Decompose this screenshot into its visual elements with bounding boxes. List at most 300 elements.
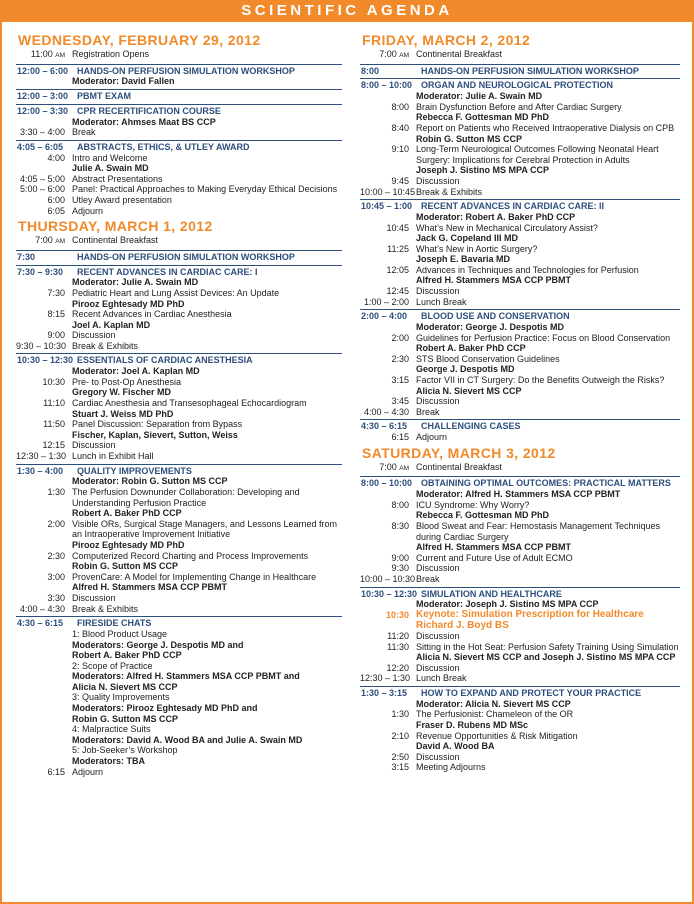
session-header bbox=[360, 587, 680, 600]
speaker-row bbox=[360, 510, 680, 521]
time-label: 8:00 bbox=[391, 101, 409, 112]
time-label: 9:45 bbox=[391, 175, 409, 186]
agenda-row bbox=[360, 752, 680, 763]
time-label bbox=[360, 542, 416, 553]
agenda-text: Lunch in Exhibit Hall bbox=[72, 451, 154, 462]
speaker-row bbox=[360, 489, 680, 500]
agenda-text: Registration Opens bbox=[72, 49, 150, 59]
time-label: 12:05 bbox=[386, 264, 409, 275]
agenda-row bbox=[16, 174, 342, 185]
agenda-text: Discussion bbox=[72, 592, 116, 603]
agenda-text: Report on Patients who Received Intraoperative Dialysis on CPB bbox=[416, 122, 675, 133]
time-label: 3:00 bbox=[47, 571, 65, 582]
keynote-row bbox=[360, 610, 680, 621]
session-header bbox=[360, 78, 680, 91]
time-label: 2:30 bbox=[391, 353, 409, 364]
speaker-row bbox=[360, 364, 680, 375]
time-label bbox=[360, 155, 416, 166]
agenda-row bbox=[16, 184, 342, 195]
agenda-text: Rebecca F. Gottesman MD PhD bbox=[416, 112, 550, 123]
time-label bbox=[360, 364, 416, 375]
agenda-text: Break bbox=[416, 573, 440, 584]
agenda-row bbox=[360, 709, 680, 720]
agenda-text: PBMT EXAM bbox=[77, 90, 131, 101]
agenda-text: Moderators: Alfred H. Stammers MSA CCP PBMT and bbox=[72, 671, 300, 682]
agenda-row bbox=[16, 309, 342, 320]
agenda-row bbox=[360, 102, 680, 113]
time-label: 11:10 bbox=[43, 398, 65, 409]
agenda-row bbox=[360, 187, 680, 198]
agenda-text: 4: Malpractice Suits bbox=[72, 724, 151, 735]
agenda-text: Discussion bbox=[72, 330, 116, 341]
agenda-text: CPR RECERTIFICATION COURSE bbox=[77, 105, 221, 116]
agenda-text: Discussion bbox=[416, 751, 460, 762]
agenda-text: Lunch Break bbox=[416, 296, 467, 307]
day-heading: FRIDAY, MARCH 2, 2012 bbox=[362, 32, 531, 48]
agenda-text: Brain Dysfunction Before and After Cardiac Surgery bbox=[416, 101, 622, 112]
agenda-text: Alfred H. Stammers MSA CCP PBMT bbox=[416, 542, 572, 553]
agenda-text: HANDS-ON PERFUSION SIMULATION WORKSHOP bbox=[77, 251, 295, 262]
agenda-text: Alicia N. Sievert MS CCP bbox=[72, 681, 178, 692]
agenda-text: George J. Despotis MD bbox=[416, 364, 515, 375]
time-label: 6:15 bbox=[391, 432, 409, 443]
session-header bbox=[360, 419, 680, 432]
time-label bbox=[16, 430, 72, 441]
time-label bbox=[16, 76, 72, 87]
agenda-text: Robert A. Baker PhD CCP bbox=[416, 343, 526, 354]
agenda-row bbox=[360, 500, 680, 511]
time-label: 10:30 bbox=[42, 376, 65, 387]
agenda-text: an Intraoperative Improvement Initiative bbox=[72, 529, 231, 540]
speaker-row bbox=[16, 277, 342, 288]
time-label: 2:00 bbox=[47, 518, 65, 529]
agenda-text: Discussion bbox=[416, 631, 460, 642]
time-label: 8:15 bbox=[47, 309, 65, 320]
agenda-text: 3: Quality Improvements bbox=[72, 692, 170, 703]
agenda-row bbox=[360, 521, 680, 532]
speaker-row bbox=[16, 163, 342, 174]
speaker-row bbox=[16, 508, 342, 519]
speaker-row bbox=[360, 386, 680, 397]
agenda-text: Alicia N. Sievert MS CCP bbox=[416, 385, 522, 396]
speaker-row bbox=[16, 703, 342, 714]
agenda-text: Alfred H. Stammers MSA CCP PBMT bbox=[72, 582, 228, 593]
time-label: 3:30 bbox=[47, 592, 65, 603]
speaker-row bbox=[16, 540, 342, 551]
time-label bbox=[16, 277, 72, 288]
time-label bbox=[16, 724, 72, 735]
time-label: 1:30 bbox=[47, 487, 65, 497]
time-label bbox=[360, 621, 416, 632]
time-label: 4:05 – 5:00 bbox=[19, 173, 65, 184]
session-header bbox=[16, 464, 342, 477]
speaker-row bbox=[360, 165, 680, 176]
agenda-text: Moderator: Julie A. Swain MD bbox=[72, 277, 199, 288]
agenda-row bbox=[16, 419, 342, 430]
agenda-row bbox=[16, 49, 342, 62]
agenda-text: Discussion bbox=[416, 662, 460, 673]
time-label: 2:50 bbox=[391, 751, 409, 762]
time-label: 8:00 – 10:00 bbox=[361, 80, 413, 91]
time-label: 10:30 bbox=[385, 609, 409, 620]
agenda-text: ORGAN AND NEUROLOGICAL PROTECTION bbox=[421, 80, 614, 91]
agenda-row bbox=[16, 519, 342, 530]
agenda-text: The Perfusion Downunder Collaboration: Developing and bbox=[72, 487, 300, 497]
agenda-text: Fraser D. Rubens MD MSc bbox=[416, 720, 529, 731]
time-label bbox=[16, 629, 72, 640]
agenda-text: 1: Blood Product Usage bbox=[72, 628, 168, 639]
time-label bbox=[16, 366, 72, 377]
time-label: 1:30 bbox=[391, 709, 409, 720]
agenda-row bbox=[360, 375, 680, 386]
agenda-text: Gregory W. Fischer MD bbox=[72, 387, 172, 398]
speaker-row bbox=[360, 699, 680, 710]
agenda-text: Discussion bbox=[416, 286, 460, 297]
speaker-row bbox=[360, 112, 680, 123]
time-label bbox=[16, 498, 72, 509]
time-label bbox=[16, 671, 72, 682]
time-label: 11:50 bbox=[43, 419, 65, 430]
agenda-text: Continental Breakfast bbox=[416, 49, 503, 59]
agenda-text: RECENT ADVANCES IN CARDIAC CARE: I bbox=[77, 266, 258, 277]
speaker-row bbox=[16, 561, 342, 572]
agenda-text: Discussion bbox=[72, 440, 116, 451]
time-label: 9:30 – 10:30 bbox=[16, 340, 67, 351]
agenda-row bbox=[360, 407, 680, 418]
time-label bbox=[16, 117, 72, 128]
agenda-text: Panel: Practical Approaches to Making Everyday Ethical Decisions bbox=[72, 184, 338, 195]
agenda-text: 2: Scope of Practice bbox=[72, 660, 153, 671]
agenda-text: OBTAINING OPTIMAL OUTCOMES: PRACTICAL MATTERS bbox=[421, 478, 671, 489]
agenda-row bbox=[16, 127, 342, 138]
time-label: 3:30 – 4:00 bbox=[19, 127, 65, 138]
speaker-row bbox=[16, 756, 342, 767]
time-label: 3:15 bbox=[391, 375, 409, 386]
agenda-text: Robert A. Baker PhD CCP bbox=[72, 650, 182, 661]
time-label: 11:20 bbox=[387, 631, 409, 642]
agenda-row bbox=[360, 297, 680, 308]
time-label: 4:00 – 4:30 bbox=[363, 406, 409, 417]
agenda-row bbox=[16, 153, 342, 164]
agenda-row bbox=[360, 265, 680, 276]
agenda-row bbox=[16, 572, 342, 583]
time-label: 9:10 bbox=[391, 144, 409, 155]
agenda-row bbox=[16, 604, 342, 615]
time-label: 4:00 – 4:30 bbox=[19, 603, 65, 614]
agenda-text: RECENT ADVANCES IN CARDIAC CARE: II bbox=[421, 201, 605, 212]
speaker-row bbox=[16, 387, 342, 398]
session-header bbox=[16, 64, 342, 77]
time-label bbox=[16, 508, 72, 519]
time-label bbox=[360, 510, 416, 521]
speaker-row bbox=[360, 134, 680, 145]
time-label bbox=[16, 714, 72, 725]
session-header bbox=[16, 250, 342, 263]
session-header bbox=[16, 616, 342, 629]
agenda-text: HANDS-ON PERFUSION SIMULATION WORKSHOP bbox=[421, 65, 639, 76]
time-label bbox=[16, 745, 72, 756]
time-label: 6:00 bbox=[47, 194, 65, 205]
time-label: 10:00 – 10:30 bbox=[360, 573, 416, 584]
agenda-text: Joseph J. Sistino MS MPA CCP bbox=[416, 165, 550, 176]
day-heading: THURSDAY, MARCH 1, 2012 bbox=[18, 218, 213, 235]
time-label: 7:00 AM bbox=[379, 461, 409, 472]
agenda-text: Discussion bbox=[416, 175, 460, 186]
agenda-text: Pre- to Post-Op Anesthesia bbox=[72, 376, 182, 387]
time-label bbox=[360, 322, 416, 333]
time-label: 12:20 bbox=[386, 662, 409, 673]
time-label: 9:00 bbox=[47, 330, 65, 341]
agenda-row bbox=[16, 377, 342, 388]
agenda-row bbox=[360, 673, 680, 684]
time-label: 6:15 bbox=[47, 766, 65, 777]
time-label: 2:00 bbox=[391, 332, 409, 343]
time-label: 4:00 bbox=[47, 152, 65, 163]
agenda-text: What’s New in Aortic Surgery? bbox=[416, 243, 538, 254]
speaker-row bbox=[16, 582, 342, 593]
agenda-row bbox=[16, 451, 342, 462]
time-label bbox=[16, 582, 72, 593]
time-label: 10:30 – 12:30 bbox=[361, 588, 418, 599]
agenda-row bbox=[16, 629, 342, 640]
speaker-row bbox=[16, 117, 342, 128]
agenda-text: Understanding Perfusion Practice bbox=[72, 497, 207, 508]
agenda-text: Discussion bbox=[416, 563, 460, 574]
time-label bbox=[16, 540, 72, 551]
agenda-row bbox=[16, 398, 342, 409]
time-label bbox=[360, 212, 416, 223]
agenda-text: Adjourn bbox=[72, 205, 104, 216]
agenda-row bbox=[16, 440, 342, 451]
agenda-row bbox=[360, 144, 680, 155]
agenda-text: Panel Discussion: Separation from Bypass bbox=[72, 419, 243, 430]
agenda-row bbox=[16, 487, 342, 498]
agenda-text: BLOOD USE AND CONSERVATION bbox=[421, 311, 570, 322]
session-header bbox=[16, 104, 342, 117]
agenda-text: Keynote: Simulation Prescription for Healthcare bbox=[416, 608, 644, 620]
agenda-text: Fischer, Kaplan, Sievert, Sutton, Weiss bbox=[72, 429, 238, 440]
agenda-row bbox=[16, 330, 342, 341]
right-column bbox=[360, 30, 680, 773]
agenda-text: Pirooz Eghtesady MD PhD bbox=[72, 539, 185, 550]
time-label bbox=[360, 741, 416, 752]
time-label bbox=[16, 650, 72, 661]
agenda-row bbox=[360, 432, 680, 443]
agenda-row bbox=[360, 155, 680, 166]
agenda-row bbox=[16, 551, 342, 562]
speaker-row bbox=[360, 91, 680, 102]
time-label bbox=[16, 163, 72, 174]
time-label: 11:00 AM bbox=[30, 49, 65, 59]
agenda-text: Visible ORs, Surgical Stage Managers, and Lessons Learned from bbox=[72, 518, 337, 529]
agenda-text: Moderator: Robert A. Baker PhD CCP bbox=[416, 211, 576, 222]
agenda-row bbox=[16, 692, 342, 703]
time-label: 7:30 bbox=[47, 287, 65, 298]
agenda-row bbox=[16, 745, 342, 756]
agenda-text: Break & Exhibits bbox=[416, 186, 483, 197]
speaker-row bbox=[16, 650, 342, 661]
time-label: 9:00 bbox=[391, 552, 409, 563]
time-label: 6:05 bbox=[47, 205, 65, 216]
agenda-text: Adjourn bbox=[416, 432, 448, 443]
agenda-text: Moderator: Joseph J. Sistino MS MPA CCP bbox=[416, 599, 599, 610]
keynote-row bbox=[360, 621, 680, 632]
agenda-row bbox=[360, 642, 680, 653]
agenda-row bbox=[16, 593, 342, 604]
agenda-text: Alicia N. Sievert MS CCP and Joseph J. Sistino MS MPA CCP bbox=[416, 652, 676, 663]
agenda-text: Julie A. Swain MD bbox=[72, 163, 149, 174]
agenda-text: HANDS-ON PERFUSION SIMULATION WORKSHOP bbox=[77, 65, 295, 76]
time-label bbox=[360, 165, 416, 176]
agenda-row bbox=[16, 529, 342, 540]
time-label: 1:30 – 4:00 bbox=[17, 465, 64, 476]
speaker-row bbox=[16, 682, 342, 693]
agenda-text: Utley Award presentation bbox=[72, 194, 172, 205]
agenda-text: Guidelines for Perfusion Practice: Focus on Blood Conservation bbox=[416, 332, 671, 343]
agenda-text: Revenue Opportunities & Risk Mitigation bbox=[416, 730, 578, 741]
agenda-text: STS Blood Conservation Guidelines bbox=[416, 353, 560, 364]
agenda-row bbox=[360, 223, 680, 234]
agenda-text: Surgery: Implications for Cerebral Protection in Adults bbox=[416, 154, 630, 165]
ampm-label: AM bbox=[399, 52, 409, 59]
agenda-text: Advances in Techniques and Technologies for Perfusion bbox=[416, 264, 639, 275]
agenda-row bbox=[16, 661, 342, 672]
speaker-row bbox=[360, 652, 680, 663]
time-label: 12:45 bbox=[386, 286, 409, 297]
time-label bbox=[16, 409, 72, 420]
time-label: 4:30 – 6:15 bbox=[17, 618, 64, 629]
agenda-row bbox=[16, 195, 342, 206]
speaker-row bbox=[16, 409, 342, 420]
agenda-text: Moderator: David Fallen bbox=[72, 76, 175, 87]
agenda-text: Moderator: Alicia N. Sievert MS CCP bbox=[416, 698, 571, 709]
agenda-row bbox=[360, 762, 680, 773]
time-label bbox=[16, 756, 72, 767]
agenda-text: Sitting in the Hot Seat: Perfusion Safety Training Using Simulation bbox=[416, 641, 679, 652]
agenda-text: Robin G. Sutton MS CCP bbox=[72, 561, 178, 572]
agenda-text: Moderator: Joel A. Kaplan MD bbox=[72, 366, 200, 377]
time-label bbox=[16, 476, 72, 487]
agenda-row bbox=[16, 767, 342, 778]
session-header bbox=[360, 476, 680, 489]
speaker-row bbox=[360, 741, 680, 752]
agenda-text: Robin G. Sutton MS CCP bbox=[416, 133, 522, 144]
agenda-row bbox=[360, 553, 680, 564]
time-label: 9:30 bbox=[391, 563, 409, 574]
agenda-row bbox=[360, 354, 680, 365]
time-label: 12:30 – 1:30 bbox=[360, 673, 411, 684]
agenda-text: Recent Advances in Cardiac Anesthesia bbox=[72, 309, 232, 320]
agenda-row bbox=[16, 341, 342, 352]
time-label: 3:15 bbox=[391, 762, 409, 773]
speaker-row bbox=[360, 254, 680, 265]
agenda-text: Blood Sweat and Fear: Hemostasis Management Techniques bbox=[416, 520, 660, 531]
agenda-row bbox=[360, 631, 680, 642]
agenda-row bbox=[360, 49, 680, 62]
agenda-row bbox=[360, 731, 680, 742]
agenda-row bbox=[16, 498, 342, 509]
time-label: 12:00 – 3:30 bbox=[17, 105, 69, 116]
time-label bbox=[16, 640, 72, 651]
agenda-row bbox=[360, 176, 680, 187]
agenda-text: What’s New in Mechanical Circulatory Assist? bbox=[416, 222, 598, 233]
agenda-text: Jack G. Copeland III MD bbox=[416, 233, 519, 244]
time-label: 8:40 bbox=[391, 122, 409, 133]
agenda-text: Moderators: TBA bbox=[72, 756, 146, 767]
agenda-text: SIMULATION AND HEALTHCARE bbox=[421, 588, 562, 599]
agenda-text: Factor VII in CT Surgery: Do the Benefits Outweigh the Risks? bbox=[416, 375, 665, 386]
agenda-text: Moderators: George J. Despotis MD and bbox=[72, 639, 244, 650]
agenda-text: Lunch Break bbox=[416, 673, 467, 684]
time-label bbox=[16, 692, 72, 703]
session-header bbox=[360, 199, 680, 212]
agenda-text: Moderator: Robin G. Sutton MS CCP bbox=[72, 476, 228, 487]
time-label: 7:30 – 9:30 bbox=[17, 266, 64, 277]
agenda-text: ICU Syndrome: Why Worry? bbox=[416, 499, 530, 510]
time-label bbox=[16, 682, 72, 693]
time-label bbox=[360, 489, 416, 500]
agenda-text: Break & Exhibits bbox=[72, 340, 139, 351]
agenda-text: The Perfusionist: Chameleon of the OR bbox=[416, 709, 574, 720]
time-label: 8:00 bbox=[391, 499, 409, 510]
agenda-text: Continental Breakfast bbox=[416, 461, 503, 472]
speaker-row bbox=[16, 640, 342, 651]
session-header bbox=[16, 140, 342, 153]
agenda-row bbox=[16, 235, 342, 248]
agenda-text: Moderator: Ahmses Maat BS CCP bbox=[72, 116, 216, 127]
time-label bbox=[360, 720, 416, 731]
time-label bbox=[16, 561, 72, 572]
time-label bbox=[16, 299, 72, 310]
agenda-text: Robin G. Sutton MS CCP bbox=[72, 713, 178, 724]
agenda-text: Abstract Presentations bbox=[72, 173, 163, 184]
agenda-row bbox=[360, 123, 680, 134]
agenda-text: Current and Future Use of Adult ECMO bbox=[416, 552, 573, 563]
time-label bbox=[360, 652, 416, 663]
time-label bbox=[360, 91, 416, 102]
time-label bbox=[16, 661, 72, 672]
time-label bbox=[360, 112, 416, 123]
agenda-text: Pediatric Heart and Lung Assist Devices: An Update bbox=[72, 287, 280, 298]
agenda-row bbox=[360, 563, 680, 574]
time-label: 1:00 – 2:00 bbox=[363, 296, 409, 307]
agenda-text: David A. Wood BA bbox=[416, 741, 495, 752]
time-label: 8:00 bbox=[361, 65, 380, 76]
time-label bbox=[360, 254, 416, 265]
speaker-row bbox=[16, 476, 342, 487]
time-label: 10:30 – 12:30 bbox=[17, 355, 74, 366]
time-label: 12:30 – 1:30 bbox=[16, 451, 67, 462]
agenda-text: Joseph E. Bavaria MD bbox=[416, 254, 511, 265]
agenda-text: Long-Term Neurological Outcomes Following Neonatal Heart bbox=[416, 144, 659, 155]
time-label: 7:00 AM bbox=[379, 49, 409, 59]
agenda-text: Computerized Record Charting and Process Improvements bbox=[72, 550, 309, 561]
time-label: 7:00 AM bbox=[35, 235, 65, 246]
ampm-label: AM bbox=[399, 464, 409, 472]
speaker-row bbox=[16, 320, 342, 331]
time-label bbox=[360, 599, 416, 610]
time-label: 7:30 bbox=[17, 251, 36, 262]
session-header bbox=[16, 265, 342, 278]
session-header bbox=[16, 89, 342, 102]
time-label bbox=[16, 735, 72, 746]
agenda-row bbox=[16, 724, 342, 735]
agenda-text: CHALLENGING CASES bbox=[421, 421, 521, 432]
speaker-row bbox=[16, 366, 342, 377]
day-heading: WEDNESDAY, FEBRUARY 29, 2012 bbox=[18, 32, 261, 48]
agenda-text: Break & Exhibits bbox=[72, 603, 139, 614]
agenda-row bbox=[360, 462, 680, 475]
